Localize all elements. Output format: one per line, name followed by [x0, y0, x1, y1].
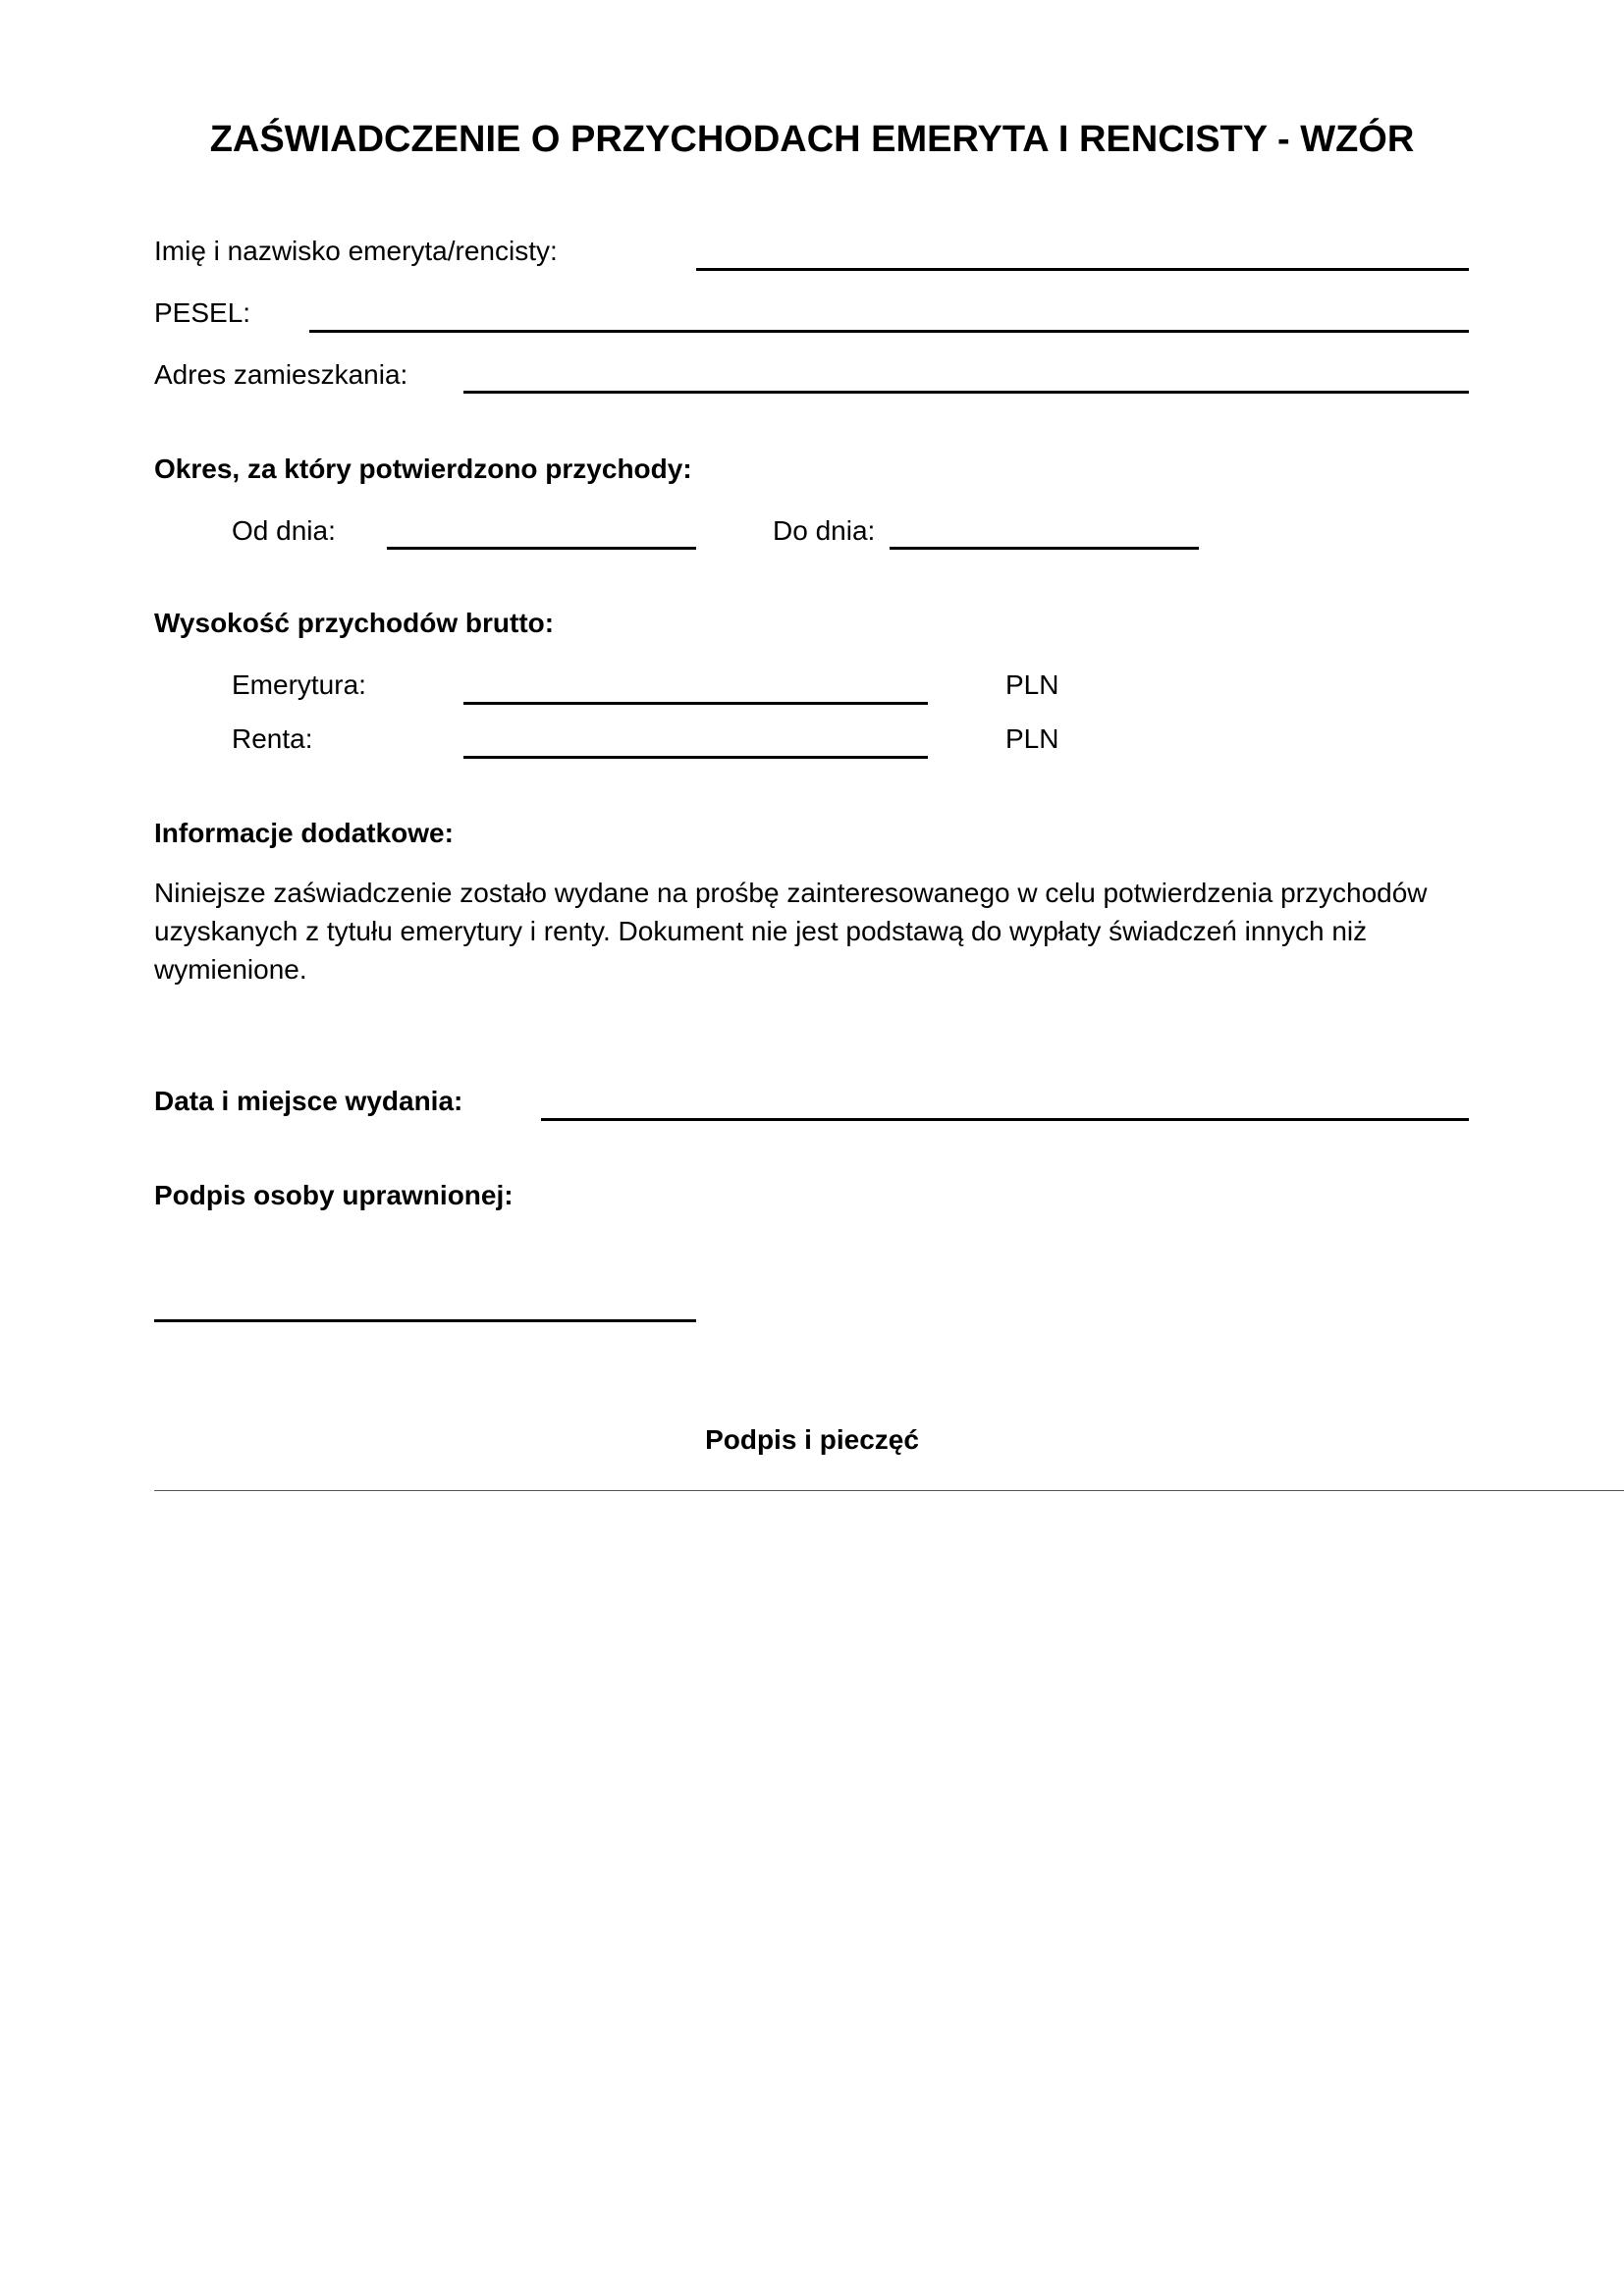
address-field-line [463, 391, 1469, 394]
period-heading: Okres, za który potwierdzono przychody: [154, 454, 692, 484]
to-date-line [890, 547, 1199, 550]
annuity-label: Renta: [232, 723, 313, 754]
paragraph-line: wymienione. [154, 954, 307, 985]
signature-stamp-caption: Podpis i pieczęć [705, 1424, 919, 1455]
bottom-divider [154, 1490, 1624, 1491]
signature-line [154, 1319, 696, 1322]
from-date-label: Od dnia: [232, 515, 336, 546]
annuity-amount-line [463, 756, 928, 759]
issue-date-place-line [541, 1118, 1469, 1121]
address-label: Adres zamieszkania: [154, 359, 408, 390]
to-date-label: Do dnia: [773, 515, 876, 546]
name-label: Imię i nazwisko emeryta/rencisty: [154, 236, 558, 266]
signature-heading: Podpis osoby uprawnionej: [154, 1180, 514, 1210]
pension-label: Emerytura: [232, 669, 366, 700]
pension-amount-line [463, 702, 928, 705]
pesel-field-line [309, 330, 1469, 333]
paragraph-line: uzyskanych z tytułu emerytury i renty. Dokument nie jest podstawą do wypłaty świadczeń innych niż [154, 916, 1368, 946]
paragraph-line: Niniejsze zaświadczenie zostało wydane na prośbę zainteresowanego w celu potwierdzenia przychodów [154, 878, 1428, 908]
pension-currency: PLN [1005, 669, 1059, 700]
additional-info-heading: Informacje dodatkowe: [154, 818, 454, 848]
additional-info-paragraph [154, 874, 1470, 988]
issue-date-place-label: Data i miejsce wydania: [154, 1086, 463, 1116]
income-heading: Wysokość przychodów brutto: [154, 608, 555, 638]
name-field-line [696, 268, 1469, 271]
document-title: ZAŚWIADCZENIE O PRZYCHODACH EMERYTA I RENCISTY - WZÓR [209, 119, 1415, 160]
pesel-label: PESEL: [154, 297, 251, 328]
annuity-currency: PLN [1005, 723, 1059, 754]
from-date-line [387, 547, 696, 550]
